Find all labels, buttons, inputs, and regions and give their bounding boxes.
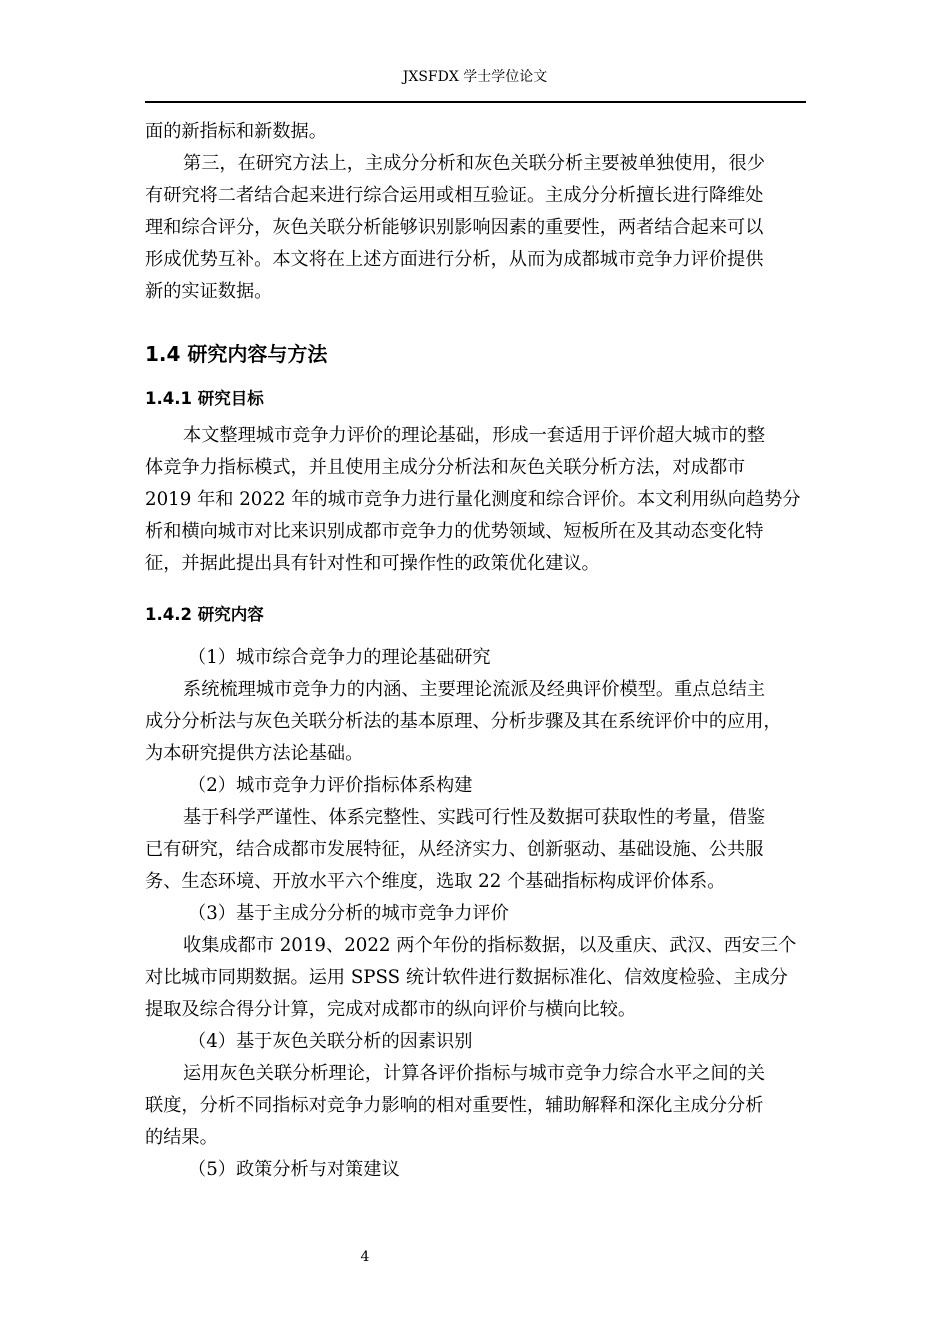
paragraph-research-goal <box>145 420 807 580</box>
research-content-item-3 <box>145 898 807 1026</box>
text-line: 基于科学严谨性、体系完整性、实践可行性及数据可获取性的考量，借鉴 <box>183 807 766 828</box>
text-line: 有研究将二者结合起来进行综合运用或相互验证。主成分分析擅长进行降维处 <box>145 185 764 206</box>
text-line: 2019 年和 2022 年的城市竞争力进行量化测度和综合评价。本文利用纵向趋势分 <box>145 489 801 510</box>
item-heading: （3）基于主成分分析的城市竞争力评价 <box>188 903 509 924</box>
text-line: 面的新指标和新数据。 <box>145 121 327 142</box>
research-content-item-2 <box>145 770 807 898</box>
text-line: 本文整理城市竞争力评价的理论基础，形成一套适用于评价超大城市的整 <box>183 425 766 446</box>
text-line: 联度，分析不同指标对竞争力影响的相对重要性，辅助解释和深化主成分分析 <box>145 1095 764 1116</box>
subsection-heading-1-4-1: 1.4.1 研究目标 <box>145 389 264 408</box>
text-line: 系统梳理城市竞争力的内涵、主要理论流派及经典评价模型。重点总结主 <box>183 679 766 700</box>
research-content-item-5 <box>145 1154 807 1186</box>
text-line: 新的实证数据。 <box>145 281 273 302</box>
text-line: 为本研究提供方法论基础。 <box>145 743 364 764</box>
research-content-item-1 <box>145 642 807 770</box>
paragraph-third <box>145 148 807 308</box>
item-heading: （5）政策分析与对策建议 <box>188 1159 400 1180</box>
text-line: 第三，在研究方法上，主成分分析和灰色关联分析主要被单独使用，很少 <box>183 153 766 174</box>
text-line: 已有研究，结合成都市发展特征，从经济实力、创新驱动、基础设施、公共服 <box>145 839 764 860</box>
section-heading-1-4: 1.4 研究内容与方法 <box>145 342 328 366</box>
text-line: 收集成都市 2019、2022 两个年份的指标数据，以及重庆、武汉、西安三个 <box>183 935 797 956</box>
paragraph-prev-tail <box>145 116 807 148</box>
text-line: 提取及综合得分计算，完成对成都市的纵向评价与横向比较。 <box>145 999 637 1020</box>
text-line: 成分分析法与灰色关联分析法的基本原理、分析步骤及其在系统评价中的应用， <box>145 711 782 732</box>
running-header: JXSFDX 学士学位论文 <box>402 69 548 85</box>
subsection-heading-1-4-2: 1.4.2 研究内容 <box>145 605 264 624</box>
text-line: 理和综合评分，灰色关联分析能够识别影响因素的重要性，两者结合起来可以 <box>145 217 764 238</box>
research-content-item-4 <box>145 1026 807 1154</box>
text-line: 征，并据此提出具有针对性和可操作性的政策优化建议。 <box>145 553 600 574</box>
item-heading: （2）城市竞争力评价指标体系构建 <box>188 775 473 796</box>
text-line: 体竞争力指标模式，并且使用主成分分析法和灰色关联分析方法，对成都市 <box>145 457 746 478</box>
text-line: 对比城市同期数据。运用 SPSS 统计软件进行数据标准化、信效度检验、主成分 <box>145 967 788 988</box>
body-text <box>145 116 807 1186</box>
page-number: 4 <box>360 1249 370 1265</box>
text-line: 运用灰色关联分析理论，计算各评价指标与城市竞争力综合水平之间的关 <box>183 1063 766 1084</box>
text-line: 的结果。 <box>145 1127 218 1148</box>
text-line: 析和横向城市对比来识别成都市竞争力的优势领域、短板所在及其动态变化特 <box>145 521 764 542</box>
text-line: 务、生态环境、开放水平六个维度，选取 22 个基础指标构成评价体系。 <box>145 871 726 892</box>
header-rule <box>145 101 806 103</box>
item-heading: （4）基于灰色关联分析的因素识别 <box>188 1031 473 1052</box>
text-line: 形成优势互补。本文将在上述方面进行分析，从而为成都城市竞争力评价提供 <box>145 249 764 270</box>
item-heading: （1）城市综合竞争力的理论基础研究 <box>188 647 491 668</box>
